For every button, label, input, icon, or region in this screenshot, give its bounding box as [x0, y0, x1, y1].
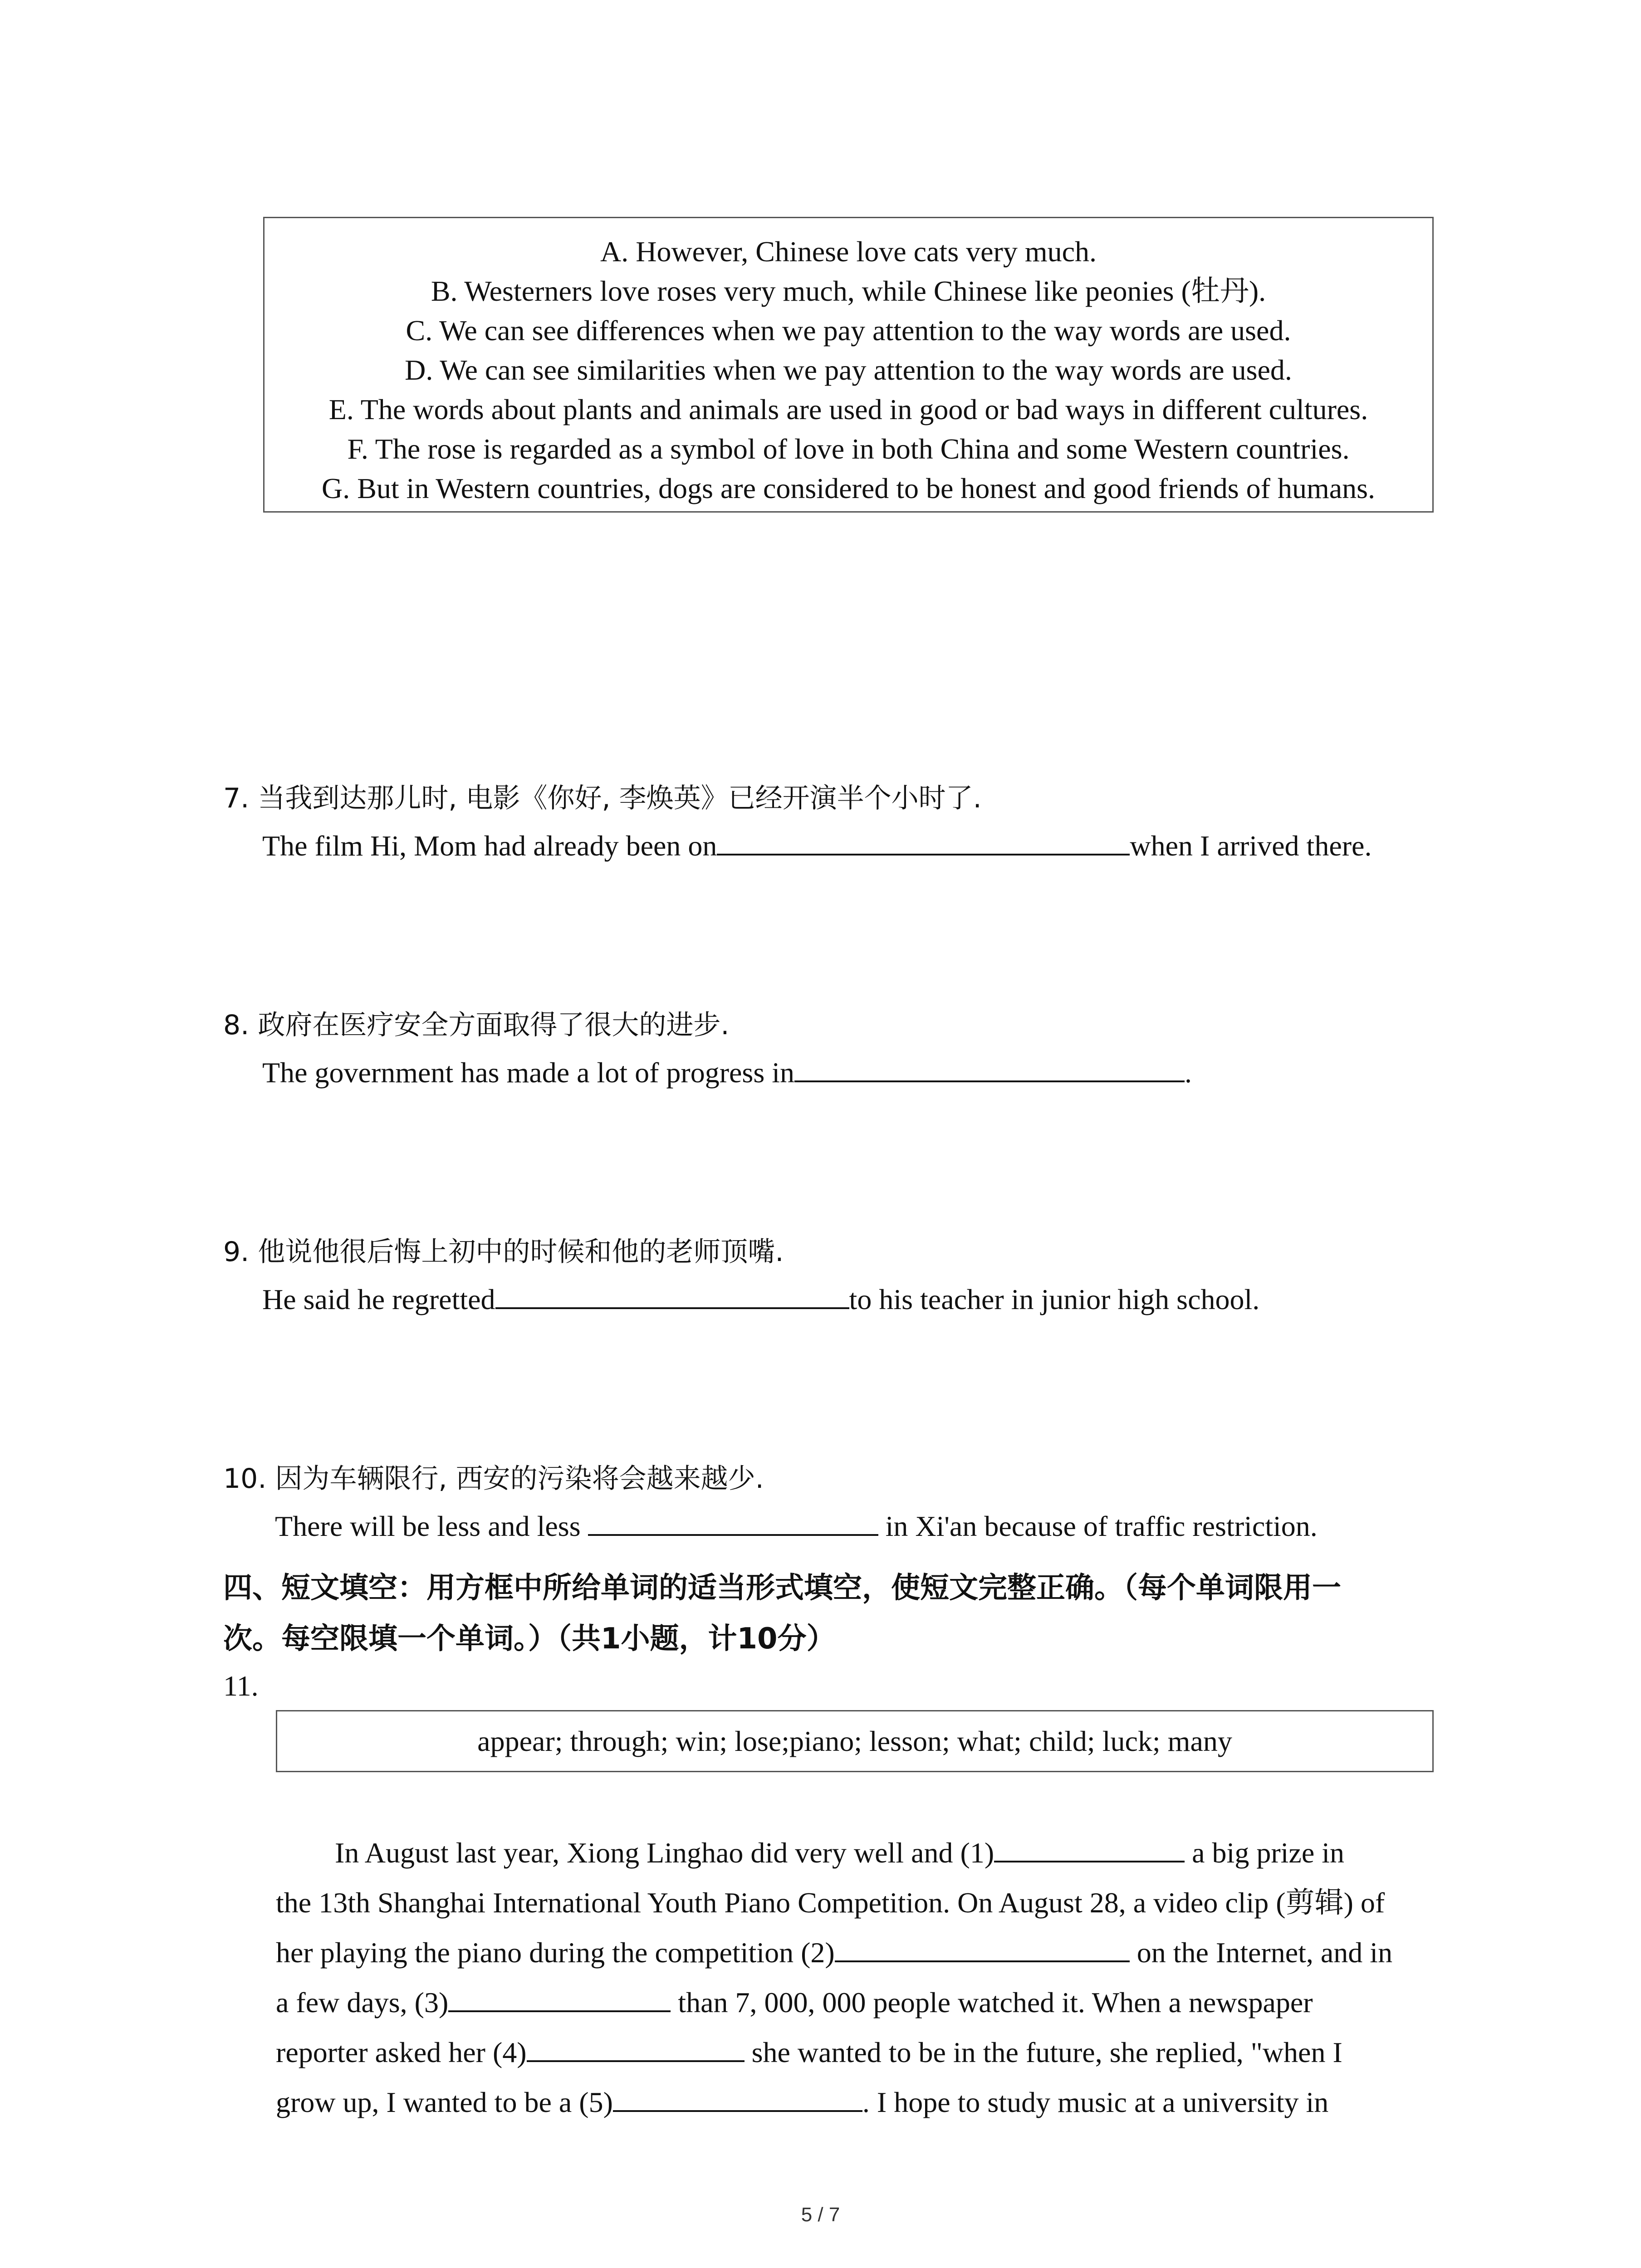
passage-line-3-text-after: on the Internet, and in — [1129, 1936, 1393, 1969]
passage-line-3 — [276, 1928, 1437, 1978]
passage-line-6-text-after: . I hope to study music at a university in — [862, 2086, 1329, 2118]
passage — [276, 1828, 1437, 2127]
option-b: B. Westerners love roses very much, while Chinese like peonies (牡丹). — [431, 275, 1266, 307]
page-number: 5 / 7 — [801, 2204, 840, 2226]
word-bank: appear; through; win; lose;piano; lesson; what; child; luck; many — [477, 1725, 1232, 1757]
passage-line-6 — [276, 2077, 1437, 2127]
section-4-title-line-2: 次。每空限填一个单词。）（共1小题，计10分） — [223, 1622, 836, 1656]
passage-line-5 — [276, 2028, 1437, 2077]
blank-3[interactable] — [448, 1984, 671, 2012]
option-f: F. The rose is regarded as a symbol of love in both China and some Western countries. — [347, 433, 1350, 465]
word-bank-box — [276, 1710, 1434, 1772]
blank-1[interactable] — [994, 1834, 1185, 1862]
question-10-text-after: in Xi'an because of traffic restriction. — [878, 1510, 1318, 1542]
question-7-chinese: 7. 当我到达那儿时, 电影《你好, 李焕英》已经开演半个小时了. — [223, 782, 982, 814]
option-a: A. However, Chinese love cats very much. — [600, 235, 1097, 268]
passage-line-1 — [276, 1828, 1437, 1878]
question-8-english — [262, 1054, 1192, 1090]
option-d: D. We can see similarities when we pay attention to the way words are used. — [405, 354, 1292, 386]
passage-line-3-text: her playing the piano during the competition (2) — [276, 1936, 835, 1969]
passage-line-2-text: the 13th Shanghai International Youth Piano Competition. On August 28, a video clip (剪辑) of — [276, 1887, 1385, 1919]
options-box — [263, 217, 1434, 513]
option-c: C. We can see differences when we pay attention to the way words are used. — [406, 314, 1291, 347]
blank-4[interactable] — [527, 2034, 745, 2062]
passage-line-4-text: a few days, (3) — [276, 1986, 449, 2019]
question-10-english — [275, 1508, 1318, 1543]
question-7-text-after: when I arrived there. — [1130, 830, 1372, 862]
question-11-number: 11. — [223, 1670, 259, 1702]
question-7-english — [262, 827, 1372, 863]
passage-line-2 — [276, 1878, 1437, 1928]
passage-line-4 — [276, 1978, 1437, 2028]
question-9-blank[interactable] — [495, 1281, 849, 1309]
option-g: G. But in Western countries, dogs are considered to be honest and good friends of humans. — [321, 472, 1376, 504]
option-e: E. The words about plants and animals are used in good or bad ways in different cultures. — [328, 393, 1368, 425]
question-9-text-before: He said he regretted — [262, 1283, 495, 1315]
question-8-blank[interactable] — [794, 1054, 1185, 1082]
question-9-chinese: 9. 他说他很后悔上初中的时候和他的老师顶嘴. — [223, 1236, 784, 1268]
section-4-title — [223, 1563, 1448, 1664]
question-10-chinese: 10. 因为车辆限行, 西安的污染将会越来越少. — [223, 1463, 764, 1495]
question-9-text-after: to his teacher in junior high school. — [849, 1283, 1260, 1315]
question-10-blank[interactable] — [588, 1508, 878, 1536]
passage-line-6-text: grow up, I wanted to be a (5) — [276, 2086, 613, 2118]
blank-2[interactable] — [835, 1934, 1130, 1962]
question-8-text-before: The government has made a lot of progress in — [262, 1056, 794, 1089]
question-7-blank[interactable] — [717, 827, 1130, 855]
question-7-text-before: The film Hi, Mom had already been on — [262, 830, 717, 862]
blank-5[interactable] — [613, 2084, 862, 2112]
question-8-chinese: 8. 政府在医疗安全方面取得了很大的进步. — [223, 1009, 730, 1041]
passage-line-5-text-after: she wanted to be in the future, she replied, "when I — [744, 2036, 1342, 2068]
passage-line-4-text-after: than 7, 000, 000 people watched it. When a newspaper — [671, 1986, 1313, 2019]
passage-line-5-text: reporter asked her (4) — [276, 2036, 527, 2068]
passage-line-1-text: In August last year, Xiong Linghao did very well and (1) — [335, 1837, 994, 1869]
question-9-english — [262, 1281, 1259, 1316]
passage-line-1-text-after: a big prize in — [1185, 1837, 1344, 1869]
question-8-text-after: . — [1185, 1056, 1192, 1089]
section-4-title-line-1: 四、短文填空：用方框中所给单词的适当形式填空，使短文完整正确。（每个单词限用一 — [223, 1571, 1341, 1605]
question-10-text-before: There will be less and less — [275, 1510, 588, 1542]
